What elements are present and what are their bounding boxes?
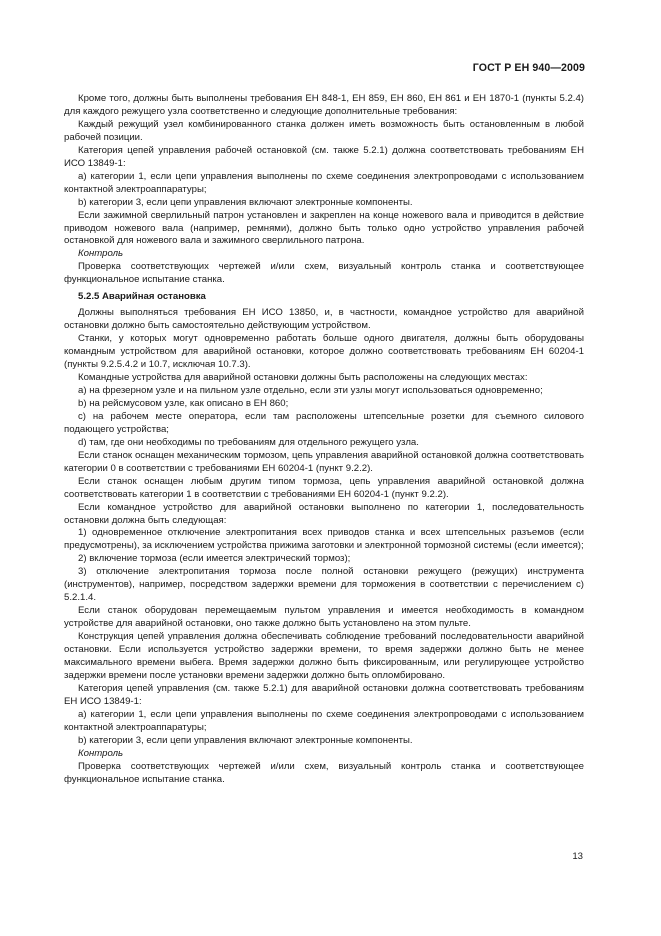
paragraph: Командные устройства для аварийной остановки должны быть расположены на следующих местах: [78,372,528,384]
page-number: 13 [572,851,583,862]
paragraph: Кроме того, должны быть выполнены требования ЕН 848-1, ЕН 859, ЕН 860, ЕН 861 и ЕН 1870-1 (пункты 5.2.4) для каждого режущего узла соответственно и следующие дополнительные требования: [64,93,584,117]
paragraph: Должны выполняться требования ЕН ИСО 13850, и, в частности, командное устройство для аварийной остановки должно быть самостоятельно действующим устройством. [64,307,584,332]
list-item: a) категории 1, если цепи управления выполнены по схеме соединения электропроводами с использованием контактной электроаппаратуры; [64,170,584,195]
list-item: c) на рабочем месте оператора, если там расположены штепсельные розетки для съемного силового подающего устройства; [64,410,584,435]
paragraph: Категория цепей управления рабочей остановкой (см. также 5.2.1) должна соответствовать требованиям ЕН ИСО 13849-1: [64,144,584,169]
control-heading: Контроль [78,248,124,260]
paragraph: Станки, у которых могут одновременно работать больше одного двигателя, должны быть оборудованы командным устройством для аварийной остановки, которое должно соответствовать требованиям ЕН 60204-1 (пункты 9.2.5.4.2 и 10.7, исключая 10.7.3). [64,333,584,371]
list-item: b) категории 3, если цепи управления включают электронные компоненты. [78,196,413,208]
list-item: a) на фрезерном узле и на пильном узле отдельно, если эти узлы могут использоваться одновременно; [78,384,543,396]
paragraph: Проверка соответствующих чертежей и/или схем, визуальный контроль станка и соответствующее функциональное испытание станка. [64,261,584,286]
list-item: b) категории 3, если цепи управления включают электронные компоненты. [78,734,413,746]
paragraph: Если станок оснащен механическим тормозом, цепь управления аварийной остановкой должна соответствовать категории 0 в соответствии с требованиями ЕН 60204-1 (пункт 9.2.2). [64,449,584,474]
paragraph: Если станок оборудован перемещаемым пультом управления и имеется необходимость в командном устройстве для аварийной остановки, оно также должно быть установлено на этом пульте. [64,605,584,630]
paragraph: Каждый режущий узел комбинированного станка должен иметь возможность быть остановленным в любой рабочей позиции. [64,118,584,143]
control-heading: Контроль [78,747,124,759]
list-item: 1) одновременное отключение электропитания всех приводов станка и всех штепсельных разъемов (если предусмотрены), за исключением устройства прижима заготовки и электронной тормозной системы (если имеется); [64,527,584,552]
paragraph: Если станок оснащен любым другим типом тормоза, цепь управления аварийной остановкой должна соответствовать категории 1 в соответствии с требованиями ЕН 60204-1 (пункт 9.2.2). [64,475,584,500]
section-heading: 5.2.5 Аварийная остановка [78,291,206,303]
list-item: 3) отключение электропитания тормоза после полной остановки режущего (режущих) инструмента (инструментов), например, посредством задержки времени для торможения в соответствии с перечислением с) 5.2.1.4. [64,566,584,604]
paragraph: Категория цепей управления (см. также 5.2.1) для аварийной остановки должна соответствовать требованиям ЕН ИСО 13849-1: [64,682,584,707]
document-id-header: ГОСТ Р ЕН 940—2009 [472,62,585,74]
body-text [64,93,584,787]
list-item: b) на рейсмусовом узле, как описано в ЕН 860; [78,397,289,409]
paragraph: Если командное устройство для аварийной остановки выполнено по категории 1, последовательность остановки должна быть следующая: [64,501,584,526]
list-item: d) там, где они необходимы по требованиям для отдельного режущего узла. [78,436,419,448]
paragraph: Конструкция цепей управления должна обеспечивать соблюдение требований последовательности аварийной остановки. Если используется устройство задержки времени, то время задержки должно быть не менее максимального времени выбега. Время задержки должно быть фиксированным, или регулирующее устройство задержки времени после установки времени задержки должно быть опломбировано. [64,631,584,681]
paragraph: Проверка соответствующих чертежей и/или схем, визуальный контроль станка и соответствующее функциональное испытание станка. [64,760,584,785]
paragraph: Если зажимной сверлильный патрон установлен и закреплен на конце ножевого вала и приводится в действие приводом ножевого вала (например, ремнями), должно быть только одно устройство управления рабочей остановкой для ножевого вала и зажимного сверлильного патрона. [64,209,584,247]
list-item: 2) включение тормоза (если имеется электрический тормоз); [78,553,351,565]
list-item: a) категории 1, если цепи управления выполнены по схеме соединения электропроводами с использованием контактной электроаппаратуры; [64,708,584,733]
